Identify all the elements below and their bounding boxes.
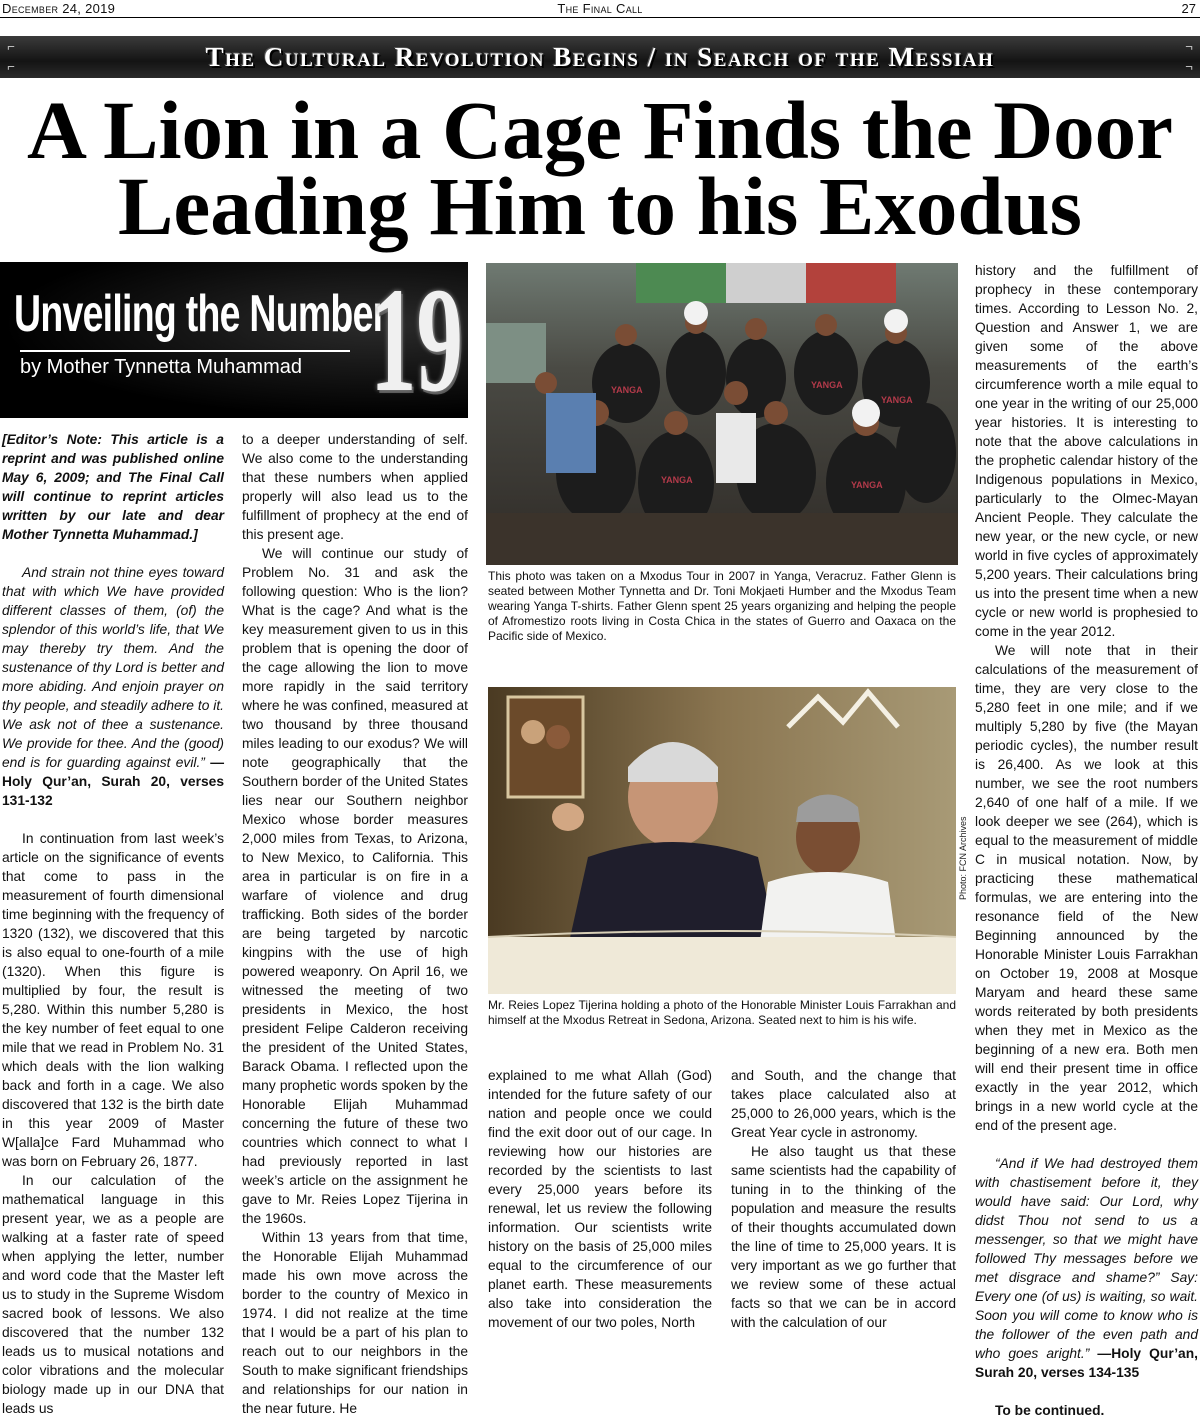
section-banner [0,36,1200,78]
paragraph: He also taught us that these same scientists had the capability of tuning in to the thinking of the population and measure the results of their thoughts accumulated down the line of time to 25,000 years. It is very important as we go further that we review some of these actual facts so that we can be in accord with the calculation of our [731,1144,956,1330]
quote-source: —Holy Qur’an, Surah 20, verses 131-132 [2,755,224,808]
quote-text: “And if We had destroyed them with chastisement before it, they would have said: Our Lord, why didst Thou not send to us a messenger, so that we might have followed Thy messages before we met disgrace and shame?” Say: Every one (of us) is waiting, so wait. Soon you will come to know who is the follower of the even path and who goes aright.” [975,1156,1198,1361]
to-be-continued: To be continued. [995,1403,1105,1418]
svg-text:YANGA: YANGA [611,385,643,395]
svg-text:YANGA: YANGA [661,475,693,485]
issue-date: December 24, 2019 [2,1,116,16]
text-column-1 [2,430,224,1418]
column-title: Unveiling the Number [14,285,387,343]
quote-text: And strain not thine eyes toward that with which We have provided different classes of them, (of) the splendor of this world’s life, that We may thereby try them. And the sustenance of thy Lord is better and more abiding. And enjoin prayer on thy people, and steadily adhere to it. We ask not of thee a sustenance. We provide for thee. And the (good) end is for guarding against evil.” [2,565,224,770]
paragraph: In continuation from last week’s article on the significance of events that come to pass in the measurement of fourth dimensional time beginning with the frequency of 1320 (132), we discovered that this is also equal to one-fourth of a mile (1320). When this figure is multiplied by four, the result is 5,280. Within this number 5,280 is the key number of feet equal to one mile that we read in Problem No. 31 which deals with the lion walking back and forth in a cage. We also discovered that 132 is the birth date in this year 2009 of Master W[alla]ce Fard Muhammad who was born on February 26, 1877. [2,831,224,1169]
headline-line-1: A Lion in a Cage Finds the Door [27,84,1173,176]
quote-source: —Holy Qur’an, Surah 20, verses 134-135 [975,1346,1198,1380]
paragraph: In our calculation of the mathematical language in this present year, we as a people are walking at a faster rate of speed when applying the letter, number and word code that the Master left us to study in the Supreme Wisdom sacred book of lessons. We also discovered that the number 132 leads us to musical notations and color vibrations and the molecular biology made up in our DNA that leads us [2,1173,224,1416]
opening-quote [2,563,224,810]
paragraph: Within 13 years from that time, the Honorable Elijah Muhammad made his own move across the border to the country of Mexico in 1974. I did not realize at the time that I would be a part of his plan to reach out to our neighbors in the South to make significant friendships and relationships for our nation in the near future. He [242,1230,468,1416]
tijerina-photo-image [488,687,956,994]
paragraph: explained to me what Allah (God) intended for the future safety of our nation and people once we could find the exit door out of our cage. In reviewing how our histories are recorded by the scientists to last every 25,000 years before its renewal, let us review the following information. Our scientists write history on the basis of 25,000 miles equal to the circumference of our planet earth. These measurements also take into consideration the movement of our two poles, North [488,1068,712,1330]
paragraph: We will note that in their calculations of the measurement of time, they are very close to the 5,280 feet in one mile; and if we multiply 5,280 by five (the Mayan periodic cycles), the number result is 26,400. As we look at this number, we see the root numbers 2,640 of one half of a mile. If we look deeper we see (264), which is equal to the measurement of middle C in musical notation. Now, by practicing these mathematical formulas, we are entering into the resonance field of the New Beginning announced by the Honorable Minister Louis Farrakhan on October 19, 2008 at Mosque Maryam and heard these same words reiterated by both presidents when they met in Mexico as the beginning of a new era. Both men will end their present time in office exactly in the year 2012, which brings in a new world cycle at the end of the present age. [975,643,1198,1133]
paper-name: The Final Call [557,1,643,16]
logo-rule [20,350,350,352]
headline [0,84,1200,252]
corner-ornament-icon: ⌐ [7,59,15,74]
group-photo-image [486,263,958,565]
headline-line-2: Leading Him to his Exodus [118,160,1082,252]
tijerina-photo [488,687,956,994]
text-column-5 [975,261,1198,1420]
paragraph: We will continue our study of Problem No. 31 and ask the following question: Who is the lion? What is the cage? And what is the key measurement given to us in this problem that is opening the door of the cage allowing the lion to move more rapidly in the said territory where he was confined, measured at two thousand by three thousand miles leading to our exodus? We will note geographically that the Southern border of the United States lies near our Southern neighbor Mexico whose border measures 2,000 miles from Texas, to Arizona, to New Mexico, to California. This area in particular is on fire in a warfare of violence and drug trafficking. Both sides of the border are being targeted by narcotic kingpins with the use of high powered weaponry. On April 16, we witnessed the meeting of two presidents in Mexico, the host president Felipe Calderon receiving the president of the United States, Barack Obama. I reflected upon the many prophetic words spoken by the Honorable Elijah Muhammad concerning the future of these two countries which connect to what I had previously reported in last week’s article on the assignment he gave to Mr. Reies Lopez Tijerina in the 1960s. [242,546,468,1226]
page-number: 27 [1181,1,1196,16]
corner-ornament-icon: ¬ [1185,59,1193,74]
folio-line [0,0,1200,18]
column-number: 19 [370,257,463,423]
photo-credit: Photo: FCN Archives [958,816,968,900]
photo-caption-1: This photo was taken on a Mxodus Tour in 2007 in Yanga, Veracruz. Father Glenn is seated between Mother Tynnetta and Dr. Toni Mokjaeti Humber and the Mxodus Team wearing Yanga T-shirts. Father Glenn spent 25 years organizing and helping the people of Afromestizo roots living in Costa Chica in the states of Guerro and Oaxaca on the Pacific side of Mexico. [488,569,956,643]
text-column-3 [488,1066,712,1332]
column-byline: by Mother Tynnetta Muhammad [20,356,302,378]
paragraph: to a deeper understanding of self. We also come to the understanding that these numbers when applied properly will also lead us to the fulfillment of prophecy at the end of this present age. [242,432,468,542]
column-logo [0,257,468,423]
text-column-4 [731,1066,956,1332]
photo-caption-2: Mr. Reies Lopez Tijerina holding a photo of the Honorable Minister Louis Farrakhan and himself at the Mxodus Retreat in Sedona, Arizona. Seated next to him is his wife. [488,998,956,1027]
group-photo [486,263,958,565]
svg-text:YANGA: YANGA [851,480,883,490]
banner-title: The Cultural Revolution Begins / in Search of the Messiah [205,42,995,72]
closing-quote [975,1154,1198,1382]
paragraph: and South, and the change that takes place calculated also at 25,000 to 26,000 years, which is the Great Year cycle in astronomy. [731,1068,956,1140]
editor-note: [Editor’s Note: This article is a reprint and was published online May 6, 2009; and The Final Call will continue to reprint articles written by our late and dear Mother Tynnetta Muhammad.] [2,432,224,542]
paragraph: history and the fulfillment of prophecy in these contemporary times. According to Lesson No. 2, Question and Answer 1, we are given some of the above measurements of the earth’s circumference worth a mile equal to one year in the writing of our 25,000 year histories. It is interesting to note that the above calculations in the prophetic calendar history of the Indigenous populations in Mexico, particularly to the Olmec-Mayan Ancient People. They calculate the new year, or the new cycle, or new world in five cycles of approximately 5,200 years. Their calculations bring us into the present time when a new cycle or new world is prophesied to come in the year 2012. [975,263,1198,639]
text-column-2 [242,430,468,1418]
corner-ornament-icon: ¬ [1185,39,1193,54]
svg-text:YANGA: YANGA [881,395,913,405]
svg-text:YANGA: YANGA [811,380,843,390]
corner-ornament-icon: ⌐ [7,39,15,54]
